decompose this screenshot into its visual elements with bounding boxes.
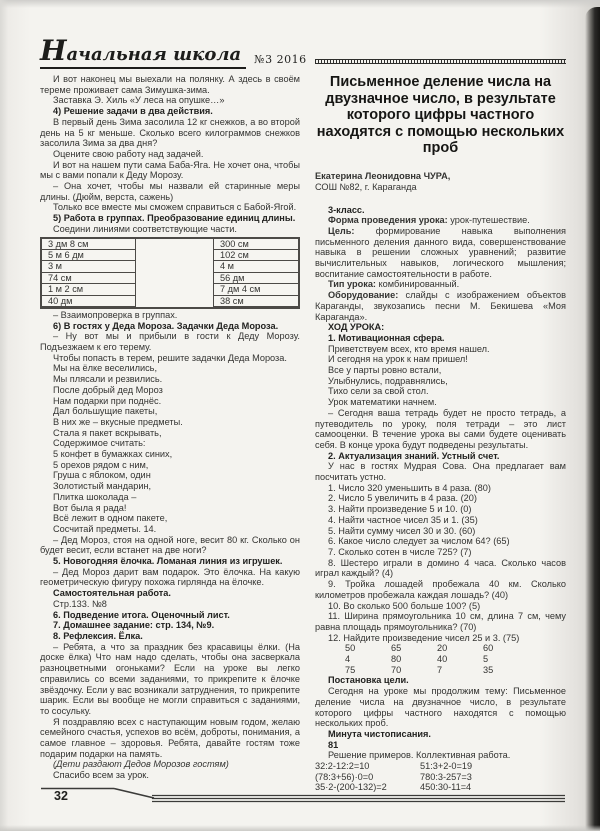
left-column-top <box>40 74 300 235</box>
paragraph: – Взаимопроверка в группах. <box>53 309 178 320</box>
verse-line: Тихо сели за свой стол. <box>328 386 429 397</box>
section-heading: 8. Рефлексия. Ёлка. <box>53 630 143 641</box>
verse-line: Всё лежит в одном пакете, <box>53 513 168 524</box>
author-affiliation: СОШ №82, г. Караганда <box>315 181 417 192</box>
section-heading: 4) Решение задачи в два действия. <box>53 106 213 117</box>
grid-number: 7 <box>437 664 443 675</box>
verse-line: Урок математики начнем. <box>328 397 437 408</box>
section-heading: 7. Домашнее задание: стр. 134, №9. <box>53 620 215 631</box>
labeled-paragraph: Цель: формирование навыка выполнения письменного деления данного вида, совершенствование навыка в решении сложных уравнений; развитие вычислительных навыков, логического мышления; воспитание самостоятельности в работе. <box>315 225 566 279</box>
grid-number: 60 <box>483 643 494 654</box>
section-heading: 6) В гостях у Деда Мороза. Задачки Деда Мороза. <box>53 320 279 331</box>
paragraph: – Дед Мороз дарит вам подарок. Это ёлочка. На какую геометрическую фигуру похожа гирлянда на ёлочке. <box>40 566 300 588</box>
page-number: 32 <box>54 789 68 803</box>
section-heading: ХОД УРОКА: <box>328 322 385 333</box>
paragraph: – Она хочет, чтобы мы назвали ей старинные меры длины. (Дюйм, верста, сажень) <box>40 181 300 202</box>
paragraph: 1. Число 320 уменьшить в 4 раза. (80) <box>328 482 491 493</box>
verse-line: 5 орехов рядом с ним, <box>53 459 149 470</box>
paragraph: 4. Найти частное чисел 35 и 1. (35) <box>328 514 478 525</box>
section-heading: Постановка цели. <box>328 675 409 686</box>
paragraph: 7. Сколько сотен в числе 725? (7) <box>328 547 472 557</box>
labeled-paragraph: Тип урока: комбинированный. <box>328 279 460 290</box>
verse-line: Нам подарки при поднёс. <box>53 395 162 406</box>
paragraph: В первый день Зима засолила 12 кг снежков, а во второй день на 5 кг меньше. Сколько всего килограммов снежков засолила Зима за два дня? <box>40 116 300 149</box>
verse-line: Улыбнулись, подравнялись, <box>328 375 448 386</box>
paragraph: 12. Найдите произведение чисел 25 и 3. (75) <box>328 632 520 643</box>
paragraph: 8. Шестеро играли в домино 4 часа. Сколько часов играл каждый? (4) <box>315 557 566 579</box>
measure-cell-left: 40 дм <box>41 295 136 307</box>
right-column <box>315 74 566 793</box>
measure-cell-left: 74 см <box>41 272 136 284</box>
example-expression: 51:3+2-0=19 <box>420 761 473 772</box>
labeled-paragraph: Форма проведения урока: урок-путешествие. <box>328 215 530 226</box>
verse-line: В них же – вкусные предметы. <box>53 416 183 427</box>
field-label: Оборудование: <box>328 290 399 301</box>
verse-line: И сегодня на урок к нам пришел! <box>328 354 468 365</box>
paragraph: 9. Тройка лошадей пробежала 40 км. Сколько километров пробежала каждая лошадь? (40) <box>315 579 566 600</box>
measure-cell-right: 300 см <box>213 238 299 250</box>
left-column <box>40 74 300 785</box>
journal-issue: №3 2016 <box>254 53 307 66</box>
grid-number: 50 <box>345 643 356 654</box>
paragraph: Оцените свою работу над задачей. <box>53 148 204 159</box>
example-expression: 32:2-12:2=10 <box>315 761 370 772</box>
paragraph: У нас в гостях Мудрая Сова. Она предлагает вам посчитать устно. <box>315 461 566 483</box>
measure-cell-left: 5 м 6 дм <box>41 249 136 261</box>
measure-cell-right: 4 м <box>213 260 299 272</box>
field-label: Цель: <box>328 225 355 236</box>
verse-line: После добрый дед Мороз <box>53 384 163 395</box>
journal-masthead <box>40 34 566 69</box>
verse-line: 5 конфет в бумажках синих, <box>53 449 173 460</box>
page-footer <box>40 785 566 807</box>
section-heading: 6. Подведение итога. Оценочный лист. <box>53 609 230 620</box>
paragraph: Сегодня на уроке мы продолжим тему: Письменное деление числа на двузначное число, в результате которого цифры частного находятся с помощью нескольких проб. <box>315 686 566 729</box>
lesson-plan <box>315 205 566 794</box>
measure-cell-right: 56 дм <box>213 272 299 284</box>
example-expression: 450:30-11=4 <box>420 782 472 793</box>
grid-number: 80 <box>391 654 402 665</box>
scan-edge-left <box>0 0 8 831</box>
paragraph: И вот на нашем пути сама Баба-Яга. Не хочет она, чтобы мы с вами попали к Деду Морозу. <box>40 159 300 181</box>
paragraph: 3. Найти произведение 5 и 10. (0) <box>328 504 472 515</box>
masthead-rule <box>315 59 566 64</box>
measure-cell-right: 7 дм 4 см <box>213 283 299 295</box>
footer-rule <box>40 785 566 807</box>
measure-cell-left: 1 м 2 см <box>41 283 136 295</box>
measure-cell-right: 102 см <box>213 249 299 261</box>
paragraph: Заставка Э. Хиль «У леса на опушке…» <box>53 95 225 106</box>
grid-number: 4 <box>345 654 351 665</box>
paragraph: 5. Найти сумму чисел 30 и 30. (60) <box>328 525 476 536</box>
section-heading: Самостоятельная работа. <box>53 588 171 599</box>
measure-cell-left: 3 дм 8 см <box>41 238 136 250</box>
verse-line: Все у парты ровно встали, <box>328 365 442 376</box>
paragraph: Решение примеров. Коллективная работа. <box>328 750 511 761</box>
paragraph: 2. Число 5 увеличить в 4 раза. (20) <box>328 493 477 504</box>
section-heading: 81 <box>328 739 339 750</box>
verse-line: Вот была я рада! <box>53 502 127 513</box>
paragraph: 11. Ширина прямоугольника 10 см, длина 7 см, чему равна площадь прямоугольника? (70) <box>315 611 566 632</box>
verse-line: Плитка шоколада – <box>53 491 137 502</box>
paragraph: – Ребята, а что за праздник без красавицы ёлки. (На доске ёлка) Что нам надо сделать, чтобы она засверкала разноцветными огоньками? Если на уроке вы легко справились со всеми заданиями, то прикрепите к ёлочке звёздочку. Если у вас возникали затруднения, то прикрепите шарик. Если вы вообще не могли справиться с заданиями, то сосульку. <box>40 641 300 716</box>
field-label: Тип урока: <box>328 279 376 290</box>
grid-number: 5 <box>483 654 489 665</box>
grid-number: 20 <box>437 643 448 654</box>
verse-line: Золотистый мандарин, <box>53 481 152 492</box>
conversion-table-middle <box>136 239 214 307</box>
conversion-table <box>40 237 300 309</box>
number-grid <box>315 643 566 675</box>
verse-line: Стала я пакет вскрывать, <box>53 427 162 438</box>
paragraph: – Ну вот мы и прибыли в гости к Деду Морозу. Подъезжаем к его терему. <box>40 331 300 352</box>
section-heading: 3-класс. <box>328 204 365 215</box>
paragraph: 10. Во сколько 500 больше 100? (5) <box>328 600 481 611</box>
grid-number: 40 <box>437 654 448 665</box>
scan-edge-top <box>0 0 600 8</box>
author-block <box>315 171 566 193</box>
labeled-paragraph: Оборудование: слайды с изображением объектов Караганды, звукозапись песни М. Бекишева «Моя Караганда». <box>315 290 566 322</box>
author-name: Екатерина Леонидовна ЧУРА, <box>315 170 451 181</box>
section-heading: 5) Работа в группах. Преобразование единиц длины. <box>53 213 296 224</box>
paragraph: Соедини линиями соответствующие части. <box>53 223 237 234</box>
scan-edge-right <box>585 7 600 831</box>
paragraph: – Дед Мороз, стоя на одной ноге, весит 80 кг. Сколько он будет весит, если встанет на две ноги? <box>40 534 300 556</box>
verse-line: Сосчитай предметы. 14. <box>53 523 157 534</box>
grid-number: 35 <box>483 664 494 675</box>
paragraph: – Сегодня ваша тетрадь будет не просто тетрадь, а путеводитель по уроку, поля тетради – это лист самооценки. В течение урока вы сами будете оценивать себя. В конце урока будут подведены результаты. <box>315 407 566 450</box>
conversion-table-left <box>42 239 136 307</box>
paragraph: Стр.133. №8 <box>53 598 107 609</box>
left-column-bottom <box>40 310 300 781</box>
journal-title: Начальная школа <box>40 40 246 69</box>
verse-line: Дал большущие пакеты, <box>53 406 158 417</box>
section-heading: 5. Новогодняя ёлочка. Ломаная линия из игрушек. <box>53 556 283 567</box>
grid-number: 65 <box>391 643 402 654</box>
grid-number: 70 <box>391 664 402 675</box>
verse-line: Спасибо всем за урок. <box>53 770 149 781</box>
field-label: Форма проведения урока: <box>328 215 448 226</box>
section-heading: Минута чистописания. <box>328 728 431 739</box>
verse-line: Приветствуем всех, кто время нашел. <box>328 343 490 354</box>
paragraph: И вот наконец мы выехали на полянку. А здесь в своём тереме проживает сама Зимушка-зима. <box>40 74 300 95</box>
paragraph: Только все вместе мы сможем справиться с Бабой-Ягой. <box>53 202 297 213</box>
paragraph: 6. Какое число следует за числом 64? (65) <box>328 536 510 547</box>
measure-cell-left: 3 м <box>41 260 136 272</box>
article-title: Письменное деление числа на двузначное число, в результате которого цифры частного находятся с помощью нескольких проб <box>316 74 565 156</box>
verse-line: Мы плясали и резвились. <box>53 374 163 385</box>
conversion-table-right <box>214 239 298 307</box>
paragraph: Чтобы попасть в терем, решите задачки Деда Мороза. <box>53 352 287 363</box>
example-expression: 35·2-(200-132)=2 <box>315 782 387 793</box>
scan-edge-bottom <box>0 825 600 831</box>
paragraph: Я поздравляю всех с наступающим новым годом, желаю семейного счастья, успехов во всём, доброты, понимания, а самое главное – здоровья. Ребята, давайте гостям тоже подарим подарки на память. <box>40 716 300 759</box>
section-heading: 2. Актуализация знаний. Устный счет. <box>328 450 500 461</box>
example-expression: (78:3+56)·0=0 <box>315 771 374 782</box>
verse-line: Мы на ёлке веселились, <box>53 363 158 374</box>
section-heading: 1. Мотивационная сфера. <box>328 332 445 343</box>
measure-cell-right: 38 см <box>213 295 299 307</box>
grid-number: 75 <box>345 664 356 675</box>
page-content <box>40 74 566 793</box>
verse-line: Груша с яблоком, один <box>53 470 151 481</box>
example-expression: 780:3-257=3 <box>420 771 472 782</box>
stage-direction: (Дети раздают Дедов Морозов гостям) <box>53 759 229 770</box>
verse-line: Содержимое считать: <box>53 438 146 449</box>
